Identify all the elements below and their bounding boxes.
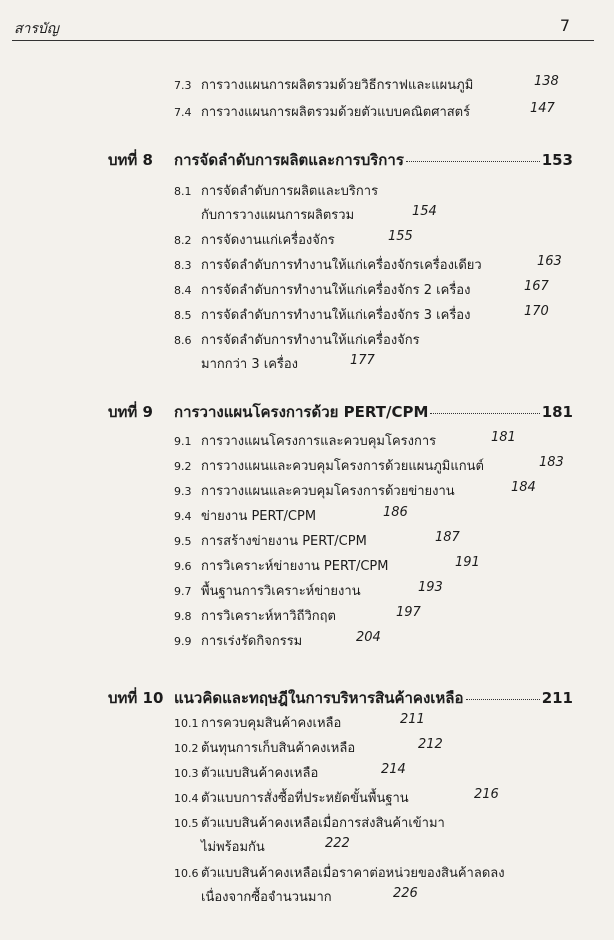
toc-entry: 9.3 การวางแผนและควบคุมโครงการด้วยข่ายงาน: [174, 484, 455, 499]
toc-page: 147: [530, 101, 555, 116]
toc-entry-continuation: กับการวางแผนการผลิตรวม: [201, 208, 355, 223]
toc-page: 214: [381, 762, 406, 777]
toc-entry: 8.5 การจัดลำดับการทำงานให้แก่เครื่องจักร 3 เครื่อง: [174, 308, 471, 323]
toc-entry: 9.9 การเร่งรัดกิจกรรม: [174, 634, 303, 649]
toc-entry-continuation: มากกว่า 3 เครื่อง: [201, 357, 299, 372]
toc-entry: 9.7 พื้นฐานการวิเคราะห์ข่ายงาน: [174, 584, 361, 599]
toc-page: 170: [524, 304, 549, 319]
toc-entry: 10.4 ตัวแบบการสั่งซื้อที่ประหยัดขั้นพื้นฐาน: [174, 791, 409, 806]
toc-entry-continuation: ไม่พร้อมกัน: [201, 840, 265, 855]
toc-entry: 9.5 การสร้างข่ายงาน PERT/CPM: [174, 534, 367, 549]
toc-page: 154: [412, 204, 437, 219]
running-title: สารบัญ: [14, 21, 59, 37]
toc-entry: 10.2 ต้นทุนการเก็บสินค้าคงเหลือ: [174, 741, 356, 756]
toc-page: 222: [325, 836, 350, 851]
toc-page: 193: [418, 580, 443, 595]
toc-page: 204: [356, 630, 381, 645]
toc-page: 212: [418, 737, 443, 752]
chapter-heading: บทที่ 10 แนวคิดและทฤษฎีในการบริหารสินค้าคงเหลือ 211: [108, 689, 573, 707]
dot-leader: [466, 699, 540, 700]
toc-page: 138: [534, 74, 559, 89]
chapter-heading: บทที่ 8 การจัดลำดับการผลิตและการบริการ 153: [108, 151, 573, 169]
toc-page: 226: [393, 886, 418, 901]
toc-entry: 8.4 การจัดลำดับการทำงานให้แก่เครื่องจักร 2 เครื่อง: [174, 283, 471, 298]
toc-page: 184: [511, 480, 536, 495]
toc-page: 197: [396, 605, 421, 620]
toc-entry: 8.1 การจัดลำดับการผลิตและบริการ: [174, 184, 379, 199]
toc-page: 211: [400, 712, 425, 727]
toc-entry: 7.3 การวางแผนการผลิตรวมด้วยวิธีกราฟและแผนภูมิ: [174, 78, 474, 93]
toc-page: 167: [524, 279, 549, 294]
page-number: 7: [559, 16, 570, 35]
toc-entry: 10.3 ตัวแบบสินค้าคงเหลือ: [174, 766, 319, 781]
toc-entry: 10.5 ตัวแบบสินค้าคงเหลือเมื่อการส่งสินค้าเข้ามา: [174, 816, 445, 831]
toc-entry: 10.6 ตัวแบบสินค้าคงเหลือเมื่อราคาต่อหน่วยของสินค้าลดลง: [174, 866, 505, 881]
toc-page: 183: [539, 455, 564, 470]
dot-leader: [430, 413, 539, 414]
toc-entry: 9.8 การวิเคราะห์หาวิถีวิกฤต: [174, 609, 336, 624]
toc-entry-continuation: เนื่องจากซื้อจำนวนมาก: [201, 890, 332, 905]
toc-entry: 8.2 การจัดงานแก่เครื่องจักร: [174, 233, 335, 248]
toc-page: 216: [474, 787, 499, 802]
toc-page: 191: [455, 555, 480, 570]
toc-entry: 9.1 การวางแผนโครงการและควบคุมโครงการ: [174, 434, 437, 449]
toc-page: 186: [383, 505, 408, 520]
toc-page: 177: [350, 353, 375, 368]
header-rule: [12, 40, 594, 41]
toc-page: 187: [435, 530, 460, 545]
toc-page: 163: [537, 254, 562, 269]
toc-entry: 10.1 การควบคุมสินค้าคงเหลือ: [174, 716, 342, 731]
toc-entry: 9.4 ข่ายงาน PERT/CPM: [174, 509, 317, 524]
toc-page: 181: [491, 430, 516, 445]
chapter-heading: บทที่ 9 การวางแผนโครงการด้วย PERT/CPM 181: [108, 403, 573, 421]
toc-entry: 9.2 การวางแผนและควบคุมโครงการด้วยแผนภูมิแกนต์: [174, 459, 484, 474]
toc-entry: 9.6 การวิเคราะห์ข่ายงาน PERT/CPM: [174, 559, 389, 574]
toc-page: 155: [388, 229, 413, 244]
toc-entry: 8.3 การจัดลำดับการทำงานให้แก่เครื่องจักรเครื่องเดียว: [174, 258, 482, 273]
dot-leader: [406, 161, 540, 162]
toc-entry: 7.4 การวางแผนการผลิตรวมด้วยตัวแบบคณิตศาสตร์: [174, 105, 471, 120]
toc-entry: 8.6 การจัดลำดับการทำงานให้แก่เครื่องจักร: [174, 333, 420, 348]
